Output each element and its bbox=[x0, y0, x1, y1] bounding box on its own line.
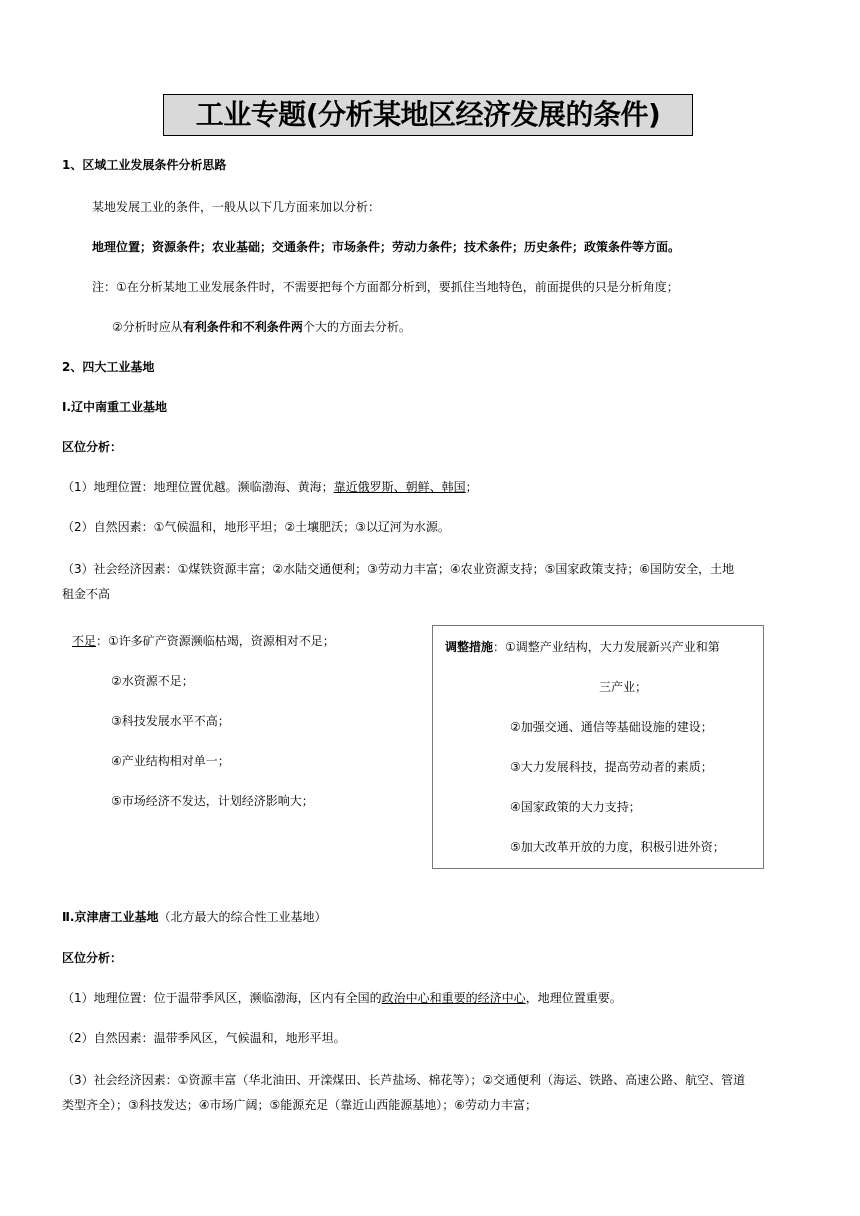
jingjintang-title: Ⅱ.京津唐工业基地 bbox=[62, 910, 159, 924]
measure-item: ②加强交通、通信等基础设施的建设； bbox=[510, 720, 713, 734]
jingjintang-title-note: （北方最大的综合性工业基地） bbox=[158, 910, 327, 924]
liaoning-natural: （2）自然因素：①气候温和，地形平坦；②土壤肥沃；③以辽河为水源。 bbox=[62, 520, 450, 534]
note-2-two: 两 bbox=[290, 320, 303, 334]
measures-first-line bbox=[445, 638, 720, 656]
section-2-heading: 2、四大工业基地 bbox=[62, 360, 155, 374]
deficit-item: ④产业结构相对单一； bbox=[111, 754, 230, 768]
liaoning-title: Ⅰ.辽中南重工业基地 bbox=[62, 400, 168, 414]
economic-center: 重要的经济中心 bbox=[441, 991, 526, 1005]
liaoning-analysis-label: 区位分析： bbox=[62, 440, 123, 454]
section-1-note-1: 注：①在分析某地工业发展条件时，不需要把每个方面都分析到，要抓住当地特色，前面提供的只是分析角度； bbox=[92, 280, 679, 294]
jingjintang-location-a: （1）地理位置：位于温带季风区，濒临渤海，区内有全国的 bbox=[62, 991, 382, 1005]
section-1-factors: 地理位置；资源条件；农业基础；交通条件；市场条件；劳动力条件；技术条件；历史条件；政策条件等方面。 bbox=[92, 240, 681, 254]
deficit-colon: ： bbox=[96, 634, 109, 648]
note-2-favorable: 有利条件 bbox=[182, 320, 231, 334]
measures-label: 调整措施 bbox=[445, 640, 494, 654]
note-2-unfavorable: 不利条件 bbox=[242, 320, 291, 334]
deficit-item: ①许多矿产资源濒临枯竭，资源相对不足； bbox=[108, 634, 335, 648]
page-title: 工业专题(分析某地区经济发展的条件) bbox=[163, 94, 693, 136]
measures-colon: ： bbox=[493, 640, 506, 654]
measure-item: ③大力发展科技，提高劳动者的素质； bbox=[510, 760, 713, 774]
liaoning-deficit-first bbox=[72, 632, 335, 650]
measure-item: ①调整产业结构，大力发展新兴产业和第 bbox=[505, 640, 720, 654]
section-1-heading: 1、区域工业发展条件分析思路 bbox=[62, 158, 227, 172]
liaoning-location bbox=[62, 478, 478, 496]
jingjintang-socio-line-1: （3）社会经济因素：①资源丰富（华北油田、开滦煤田、长芦盐场、棉花等）；②交通便利（海运、铁路、高速公路、航空、管道 bbox=[62, 1073, 746, 1087]
deficit-item: ③科技发展水平不高； bbox=[111, 714, 230, 728]
liaoning-socio-line-1: （3）社会经济因素：①煤铁资源丰富；②水陆交通便利；③劳动力丰富；④农业资源支持；⑤国家政策支持；⑥国防安全，土地 bbox=[62, 562, 735, 576]
jingjintang-title-line bbox=[62, 908, 326, 926]
note-2-and: 和 bbox=[230, 320, 243, 334]
liaoning-location-c: ； bbox=[465, 480, 478, 494]
jingjintang-socio-line-2: 类型齐全）；③科技发达；④市场广阔；⑤能源充足（靠近山西能源基地）；⑥劳动力丰富； bbox=[62, 1098, 538, 1112]
jingjintang-analysis-label: 区位分析： bbox=[62, 951, 123, 965]
liaoning-location-a: （1）地理位置：地理位置优越。濒临渤海、黄海； bbox=[62, 480, 334, 494]
jingjintang-and: 和 bbox=[429, 991, 442, 1005]
jingjintang-natural: （2）自然因素：温带季风区，气候温和，地形平坦。 bbox=[62, 1031, 346, 1045]
note-2-text-f: 个大的方面去分析。 bbox=[302, 320, 411, 334]
jingjintang-location-e: ，地理位置重要。 bbox=[525, 991, 622, 1005]
measure-item: ④国家政策的大力支持； bbox=[510, 800, 641, 814]
note-2-text-a: ②分析时应从 bbox=[112, 320, 183, 334]
political-center: 政治中心 bbox=[381, 991, 430, 1005]
section-1-note-2 bbox=[112, 318, 411, 336]
deficit-label: 不足 bbox=[72, 634, 97, 648]
measure-item: ⑤加大改革开放的力度，积极引进外资； bbox=[510, 840, 725, 854]
jingjintang-location bbox=[62, 989, 622, 1007]
measure-item-continued: 三产业； bbox=[599, 680, 648, 694]
liaoning-socio-line-2: 租金不高 bbox=[62, 587, 111, 601]
deficit-item: ②水资源不足； bbox=[111, 674, 194, 688]
section-1-intro: 某地发展工业的条件，一般从以下几方面来加以分析： bbox=[92, 200, 381, 214]
deficit-item: ⑤市场经济不发达，计划经济影响大； bbox=[111, 794, 314, 808]
measures-box bbox=[432, 625, 764, 869]
liaoning-neighbors: 靠近俄罗斯、朝鲜、韩国 bbox=[333, 480, 466, 494]
